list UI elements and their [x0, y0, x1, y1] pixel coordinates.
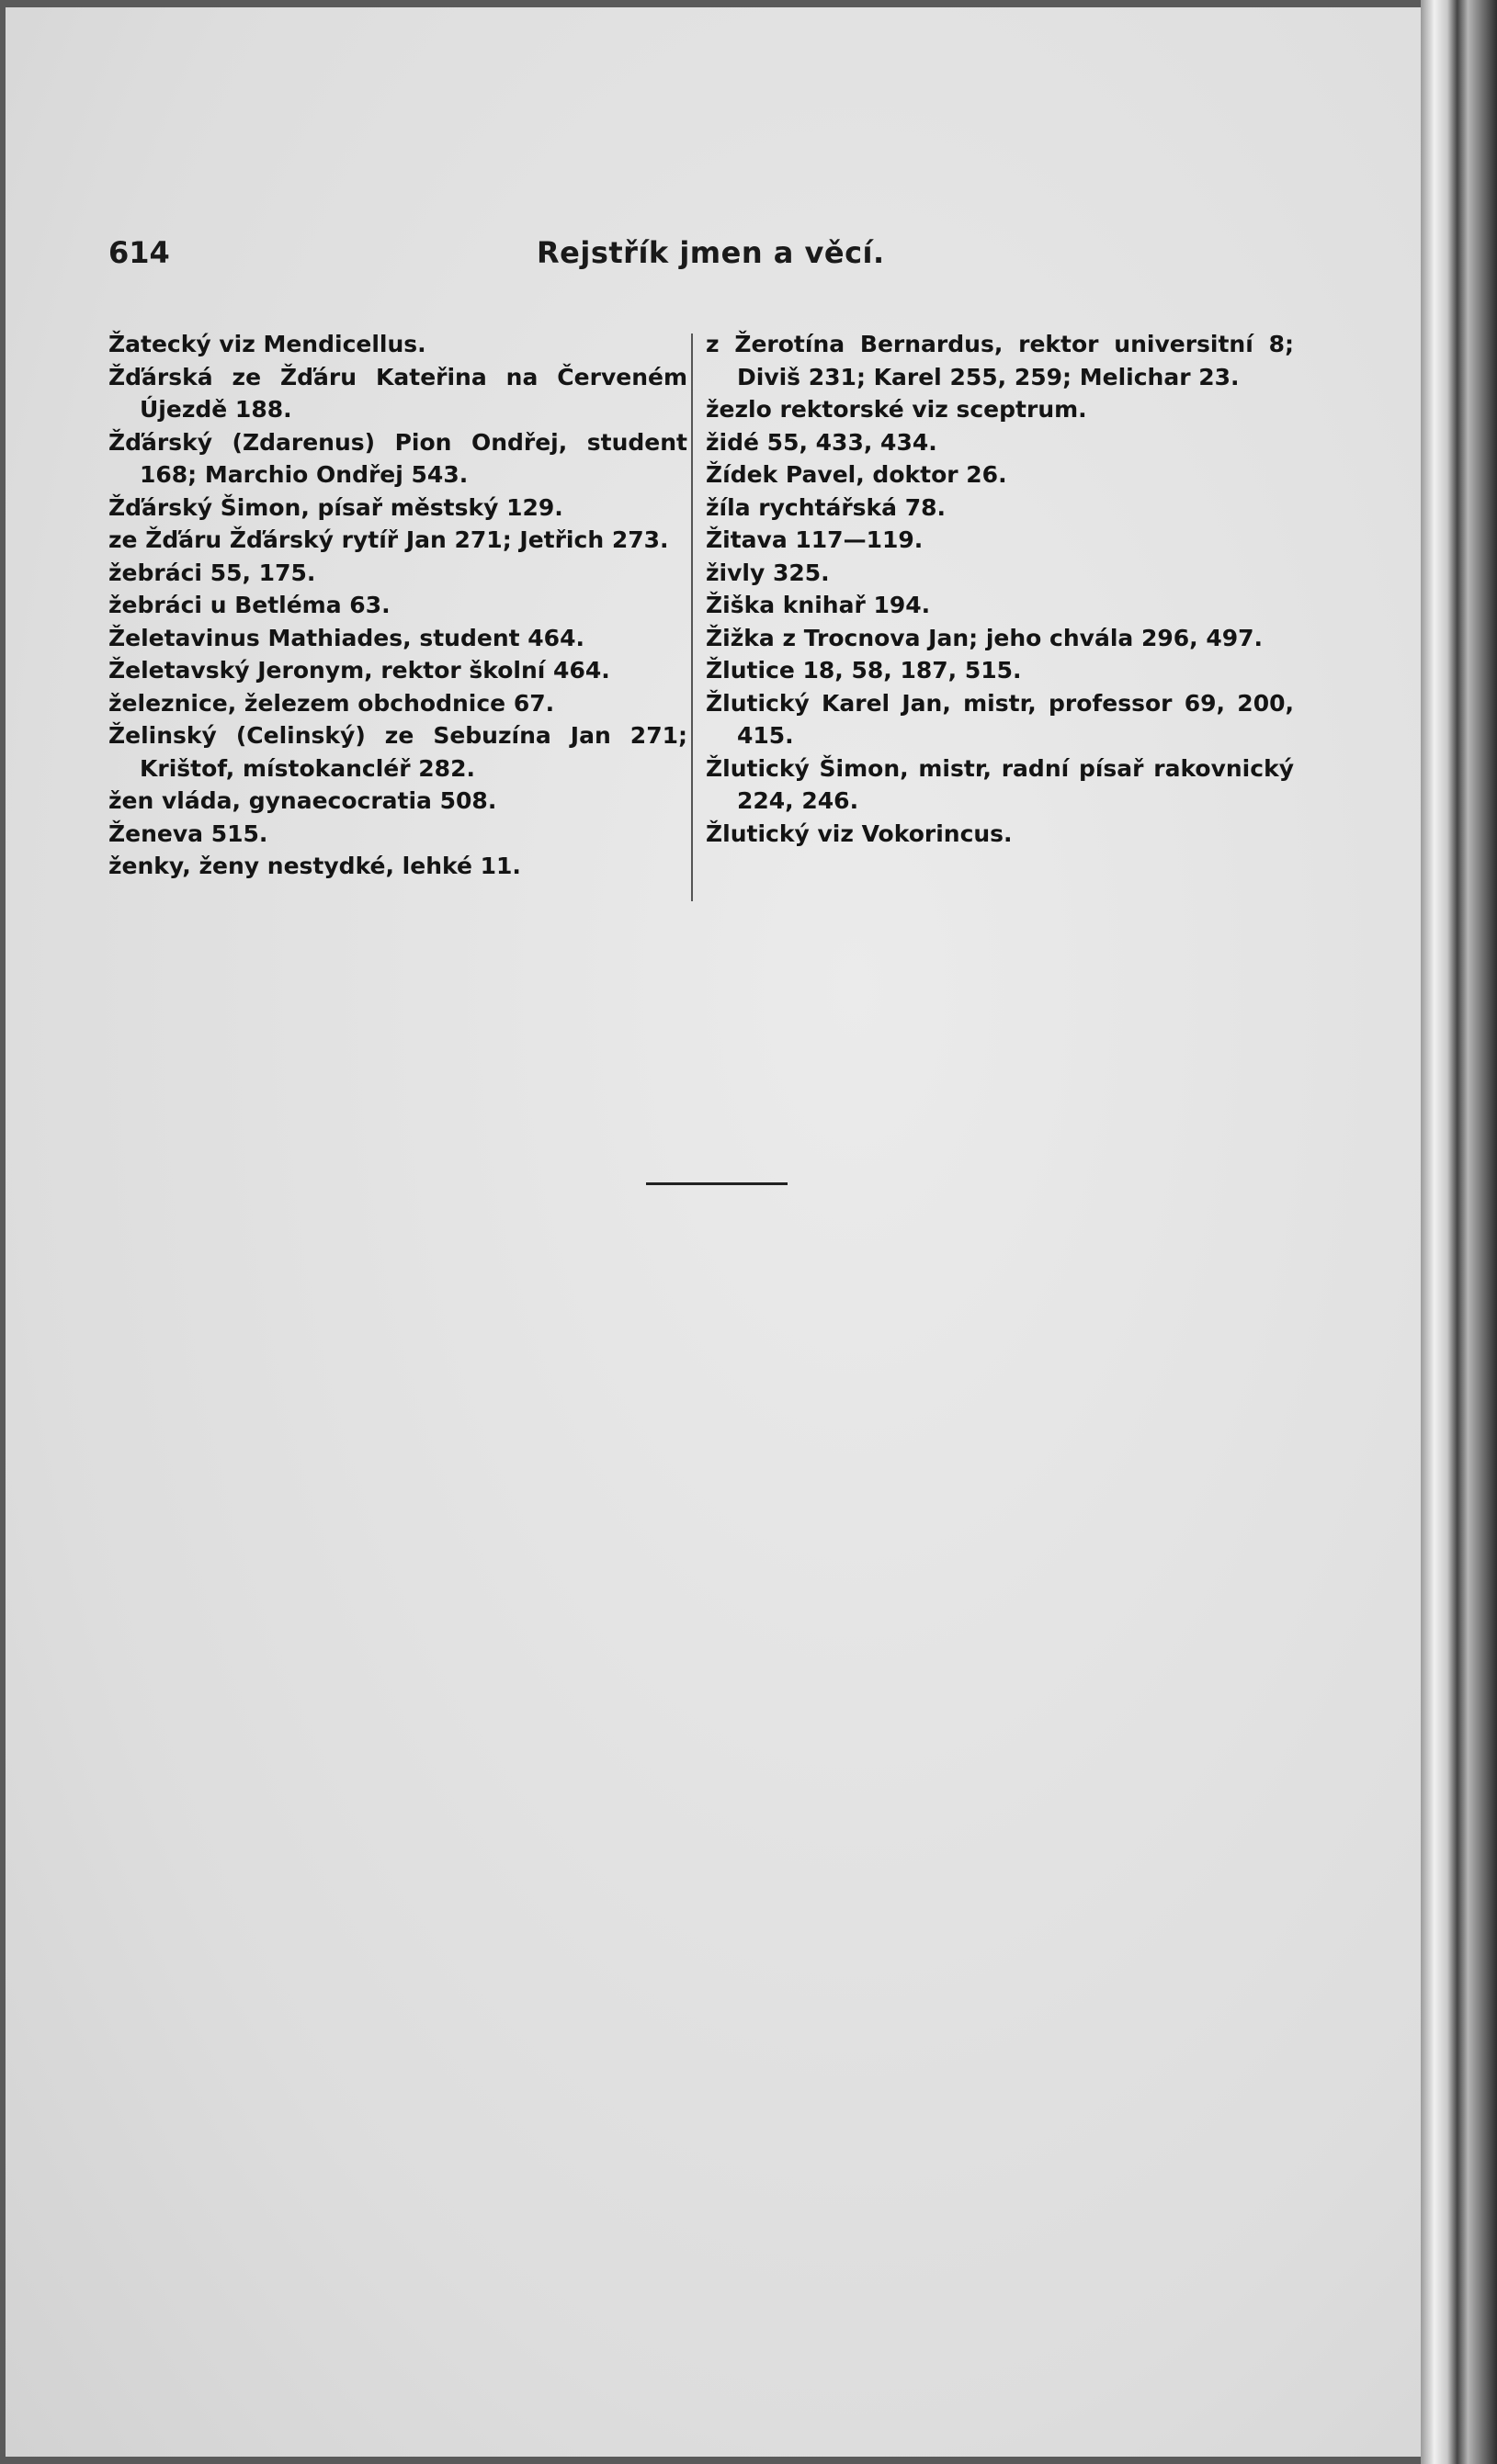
index-entry: žen vláda, gynaecocratia 508. [108, 787, 497, 814]
index-column-left [108, 328, 687, 883]
index-entry: živly 325. [706, 559, 830, 586]
index-entry: žíla rychtářská 78. [706, 493, 947, 521]
page-header [6, 235, 1421, 281]
index-entry: židé 55, 433, 434. [706, 428, 937, 456]
index-entry: Želinský (Celinský) ze Sebuzína Jan 271; Krištof, místokancléř 282. [108, 722, 687, 782]
index-entry: Žlutický Šimon, mistr, radní písař rakovnický 224, 246. [706, 754, 1294, 814]
index-entry: ze Žďáru Žďárský rytíř Jan 271; Jetřich 273. [108, 526, 669, 553]
running-head: Rejstřík jmen a věcí. [537, 235, 885, 270]
index-entry: Žlutice 18, 58, 187, 515. [706, 657, 1022, 684]
index-entry: Žatecký viz Mendicellus. [108, 331, 426, 357]
index-entry: z Žerotína Bernardus, rektor universitní 8; Diviš 231; Karel 255, 259; Melichar 23. [706, 331, 1294, 390]
end-rule [646, 1182, 788, 1185]
index-entry: žebráci 55, 175. [108, 559, 316, 586]
index-entry: Žďárský Šimon, písař městský 129. [108, 493, 563, 521]
index-entry: žezlo rektorské viz sceptrum. [706, 396, 1087, 423]
column-divider [691, 333, 693, 901]
index-entry: Žiška knihař 194. [706, 592, 931, 618]
index-entry: železnice, železem obchodnice 67. [108, 689, 555, 717]
index-entry: Žitava 117—119. [706, 526, 924, 553]
index-entry: Žižka z Trocnova Jan; jeho chvála 296, 497. [706, 624, 1264, 651]
index-column-right [706, 328, 1294, 850]
index-entry: Žďárský (Zdarenus) Pion Ondřej, student 168; Marchio Ondřej 543. [108, 428, 687, 488]
index-entry: Žídek Pavel, doktor 26. [706, 461, 1007, 488]
index-entry: Žlutický viz Vokorincus. [706, 819, 1013, 847]
index-entry: Želetavinus Mathiades, student 464. [108, 624, 584, 651]
book-page-edge [1421, 0, 1497, 2464]
index-entry: Žlutický Karel Jan, mistr, professor 69, 200, 415. [706, 689, 1294, 749]
page-number: 614 [108, 235, 170, 270]
index-entry: Žďárská ze Žďáru Kateřina na Červeném Újezdě 188. [108, 363, 687, 423]
index-entry: žebráci u Betléma 63. [108, 592, 391, 618]
index-entry: Ženeva 515. [108, 819, 268, 847]
book-page [6, 7, 1421, 2457]
index-entry: ženky, ženy nestydké, lehké 11. [108, 853, 521, 879]
index-entry: Želetavský Jeronym, rektor školní 464. [108, 657, 610, 684]
